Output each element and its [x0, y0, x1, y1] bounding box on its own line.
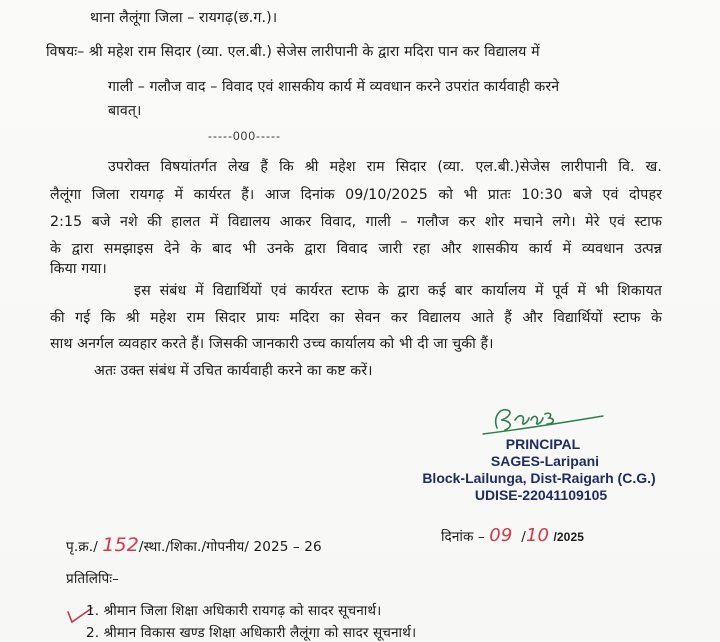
subject-text-1: श्री महेश राम सिदार (व्या. एल.बी.) सेजेस लारीपानी के द्वारा मदिरा पान कर विद्यालय में	[88, 44, 540, 60]
reference-prefix: पृ.क्र./	[66, 539, 98, 555]
para2-line-3: साथ अनर्गल व्यवहार करते हैं। जिसकी जानकारी उच्च कार्यालय को भी दी जा चुकी हैं।	[50, 336, 494, 352]
para1-line-4: के द्वारा समझाइस देने के बाद भी उनके द्वारा विवाद जारी रहा और शासकीय कार्य में व्यवधान उत्पन्न	[50, 241, 662, 257]
address-line: थाना लैलूंगा जिला – रायगढ़(छ.ग.)।	[90, 10, 278, 26]
copy-item-1-num: 1.	[86, 603, 100, 619]
date-line: दिनांक – 09 /10 /2025	[441, 525, 584, 546]
signature-icon	[475, 400, 615, 440]
para1-line-1: उपरोक्त विषयांतर्गत लेख हैं कि श्री महेश राम सिदार (व्या. एल.बी.)सेजेस लारीपानी वि. ख.	[108, 159, 662, 175]
copy-item-2-num: 2.	[86, 625, 100, 641]
subject-line-1	[46, 43, 540, 61]
date-day: 09	[489, 525, 513, 546]
copy-item-1	[86, 602, 381, 620]
para1-line-5: किया गया।	[50, 261, 107, 277]
date-year: /2025	[553, 530, 584, 544]
request-line: अतः उक्त संबंध में उचित कार्यवाही करने का कष्ट करें।	[94, 363, 373, 379]
stamp-block: Block-Lailunga, Dist-Raigarh (C.G.)	[422, 470, 656, 486]
reference-suffix: /स्था./शिका./गोपनीय/ 2025 – 26	[138, 539, 322, 555]
copy-item-2-text: श्रीमान विकास खण्ड शिक्षा अधिकारी लैलूंगा को सादर सूचनार्थ।	[103, 625, 417, 641]
reference-line	[66, 536, 322, 556]
para1-line-3: 2:15 बजे नशे की हालत में विद्यालय आकर विवाद, गाली – गलौज कर शोर मचाने लगे। मेरे एवं स्टाफ	[50, 214, 662, 230]
para2-line-2: की गई कि श्री महेश राम सिदार प्रायः मदिरा का सेवन कर विद्यालय आते हैं और विद्यार्थियों स्टाफ के	[50, 310, 662, 326]
stamp-school: SAGES-Laripani	[490, 453, 600, 469]
subject-line-2: गाली – गलौज वाद – विवाद एवं शासकीय कार्य में व्यवधान करने उपरांत कार्यवाही करने	[108, 79, 560, 95]
subject-label: विषयः–	[46, 44, 85, 60]
para1-line-2: लैलूंगा जिला रायगढ़ में कार्यरत हैं। आज दिनांक 09/10/2025 को भी प्रातः 10:30 बजे एवं दोपहर	[50, 187, 662, 203]
separator: -----000-----	[208, 129, 281, 143]
principal-stamp	[400, 436, 690, 504]
subject-line-3: बावत्।	[108, 103, 142, 119]
copy-to-label: प्रतिलिपिः–	[66, 571, 120, 587]
para2-line-1: इस संबंध में विद्यार्थियों एवं कार्यरत स्टाफ के द्वारा कई बार कार्यालय में पूर्व में भी शिकायत	[134, 283, 662, 299]
stamp-udise: UDISE-22041109105	[474, 487, 608, 503]
reference-number: 152	[102, 534, 139, 556]
copy-item-2	[86, 624, 416, 642]
stamp-title: PRINCIPAL	[505, 436, 581, 452]
date-label: दिनांक –	[441, 529, 485, 545]
copy-item-1-text: श्रीमान जिला शिक्षा अधिकारी रायगढ़ को सादर सूचनार्थ।	[103, 603, 382, 619]
date-month: 10	[525, 525, 550, 546]
